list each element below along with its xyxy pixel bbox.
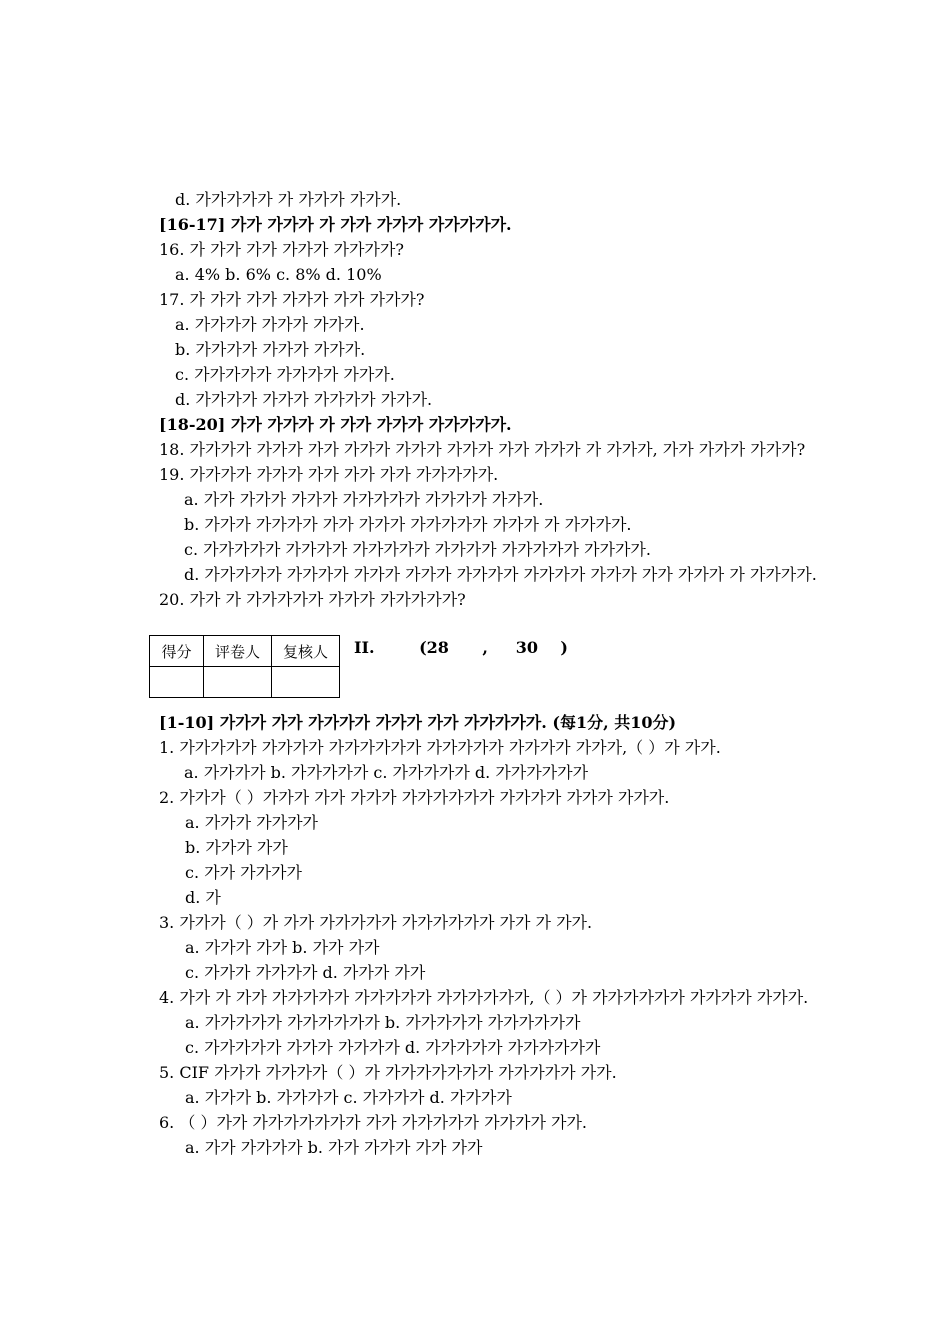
text-line: b. 가가가가 가가가 가가가.: [175, 340, 366, 359]
text-line: 4. 가가 가 가가 가가가가가 가가가가가 가가가가가가,（ ）가 가가가가가가 가가가가 가가가.: [159, 988, 809, 1007]
text-line: 1. 가가가가가 가가가가 가가가가가가 가가가가가 가가가가 가가가,（ ）가 가가.: [159, 738, 721, 757]
text-line: a. 가가가가 b. 가가가가가 c. 가가가가가 d. 가가가가가가: [184, 763, 589, 782]
text-line: a. 가가가 b. 가가가가 c. 가가가가 d. 가가가가: [185, 1088, 512, 1107]
text-line: 20. 가가 가 가가가가가 가가가 가가가가가?: [159, 590, 466, 609]
text-line: b. 가가가 가가: [185, 838, 288, 857]
text-line: 2. 가가가（ ）가가가 가가 가가가 가가가가가가 가가가가 가가가 가가가.: [159, 788, 670, 807]
score-cell: [150, 667, 204, 698]
text-line: 19. 가가가가 가가가 가가 가가 가가 가가가가가.: [159, 465, 499, 484]
grader-cell: [204, 667, 272, 698]
text-line: d. 가가가가 가가가 가가가가 가가가.: [175, 390, 433, 409]
text-line: c. 가가가가가 가가가가 가가가가가 가가가가 가가가가가 가가가가.: [184, 540, 651, 559]
text-line: [1-10] 가가가 가가 가가가가 가가가 가가 가가가가가. (每1分, 共10分): [159, 713, 677, 732]
text-line: [16-17] 가가 가가가 가 가가 가가가 가가가가가.: [159, 215, 512, 234]
text-line: a. 가가가가가 가가가가가가 b. 가가가가가 가가가가가가: [185, 1013, 581, 1032]
text-line: 6. （ ）가가 가가가가가가가 가가 가가가가가 가가가가 가가.: [159, 1113, 587, 1132]
text-line: a. 4% b. 6% c. 8% d. 10%: [175, 265, 382, 284]
section-title: II. (28 , 30 ): [354, 638, 568, 657]
score-table: [149, 635, 340, 698]
text-line: [18-20] 가가 가가가 가 가가 가가가 가가가가가.: [159, 415, 512, 434]
text-line: a. 가가 가가가 가가가 가가가가가 가가가가 가가가.: [184, 490, 544, 509]
text-line: c. 가가가가가 가가가가 가가가.: [175, 365, 395, 384]
text-line: d. 가가가가가 가가가가 가가가 가가가 가가가가 가가가가 가가가 가가 가가가 가 가가가가.: [184, 565, 817, 584]
score-header: 得分: [150, 636, 204, 667]
grader-header: 评卷人: [204, 636, 272, 667]
text-line: c. 가가 가가가가: [185, 863, 302, 882]
text-line: 18. 가가가가 가가가 가가 가가가 가가가 가가가 가가 가가가 가 가가가, 가가 가가가 가가가?: [159, 440, 806, 459]
text-line: 16. 가 가가 가가 가가가 가가가가?: [159, 240, 404, 259]
text-line: a. 가가가 가가 b. 가가 가가: [185, 938, 380, 957]
text-line: 3. 가가가（ ）가 가가 가가가가가 가가가가가가 가가 가 가가.: [159, 913, 593, 932]
reviewer-cell: [272, 667, 340, 698]
text-line: a. 가가가가 가가가 가가가.: [175, 315, 365, 334]
reviewer-header: 复核人: [272, 636, 340, 667]
text-line: b. 가가가 가가가가 가가 가가가 가가가가가 가가가 가 가가가가.: [184, 515, 632, 534]
text-line: d. 가: [185, 888, 221, 907]
text-line: 17. 가 가가 가가 가가가 가가 가가가?: [159, 290, 425, 309]
text-line: c. 가가가 가가가가 d. 가가가 가가: [185, 963, 426, 982]
text-line: a. 가가 가가가가 b. 가가 가가가 가가 가가: [185, 1138, 483, 1157]
text-line: a. 가가가 가가가가: [185, 813, 318, 832]
text-line: 5. CIF 가가가 가가가가（ ）가 가가가가가가가 가가가가가 가가.: [159, 1063, 617, 1082]
text-line: d. 가가가가가 가 가가가 가가가.: [175, 190, 402, 209]
text-line: c. 가가가가가 가가가 가가가가 d. 가가가가가 가가가가가가: [185, 1038, 601, 1057]
